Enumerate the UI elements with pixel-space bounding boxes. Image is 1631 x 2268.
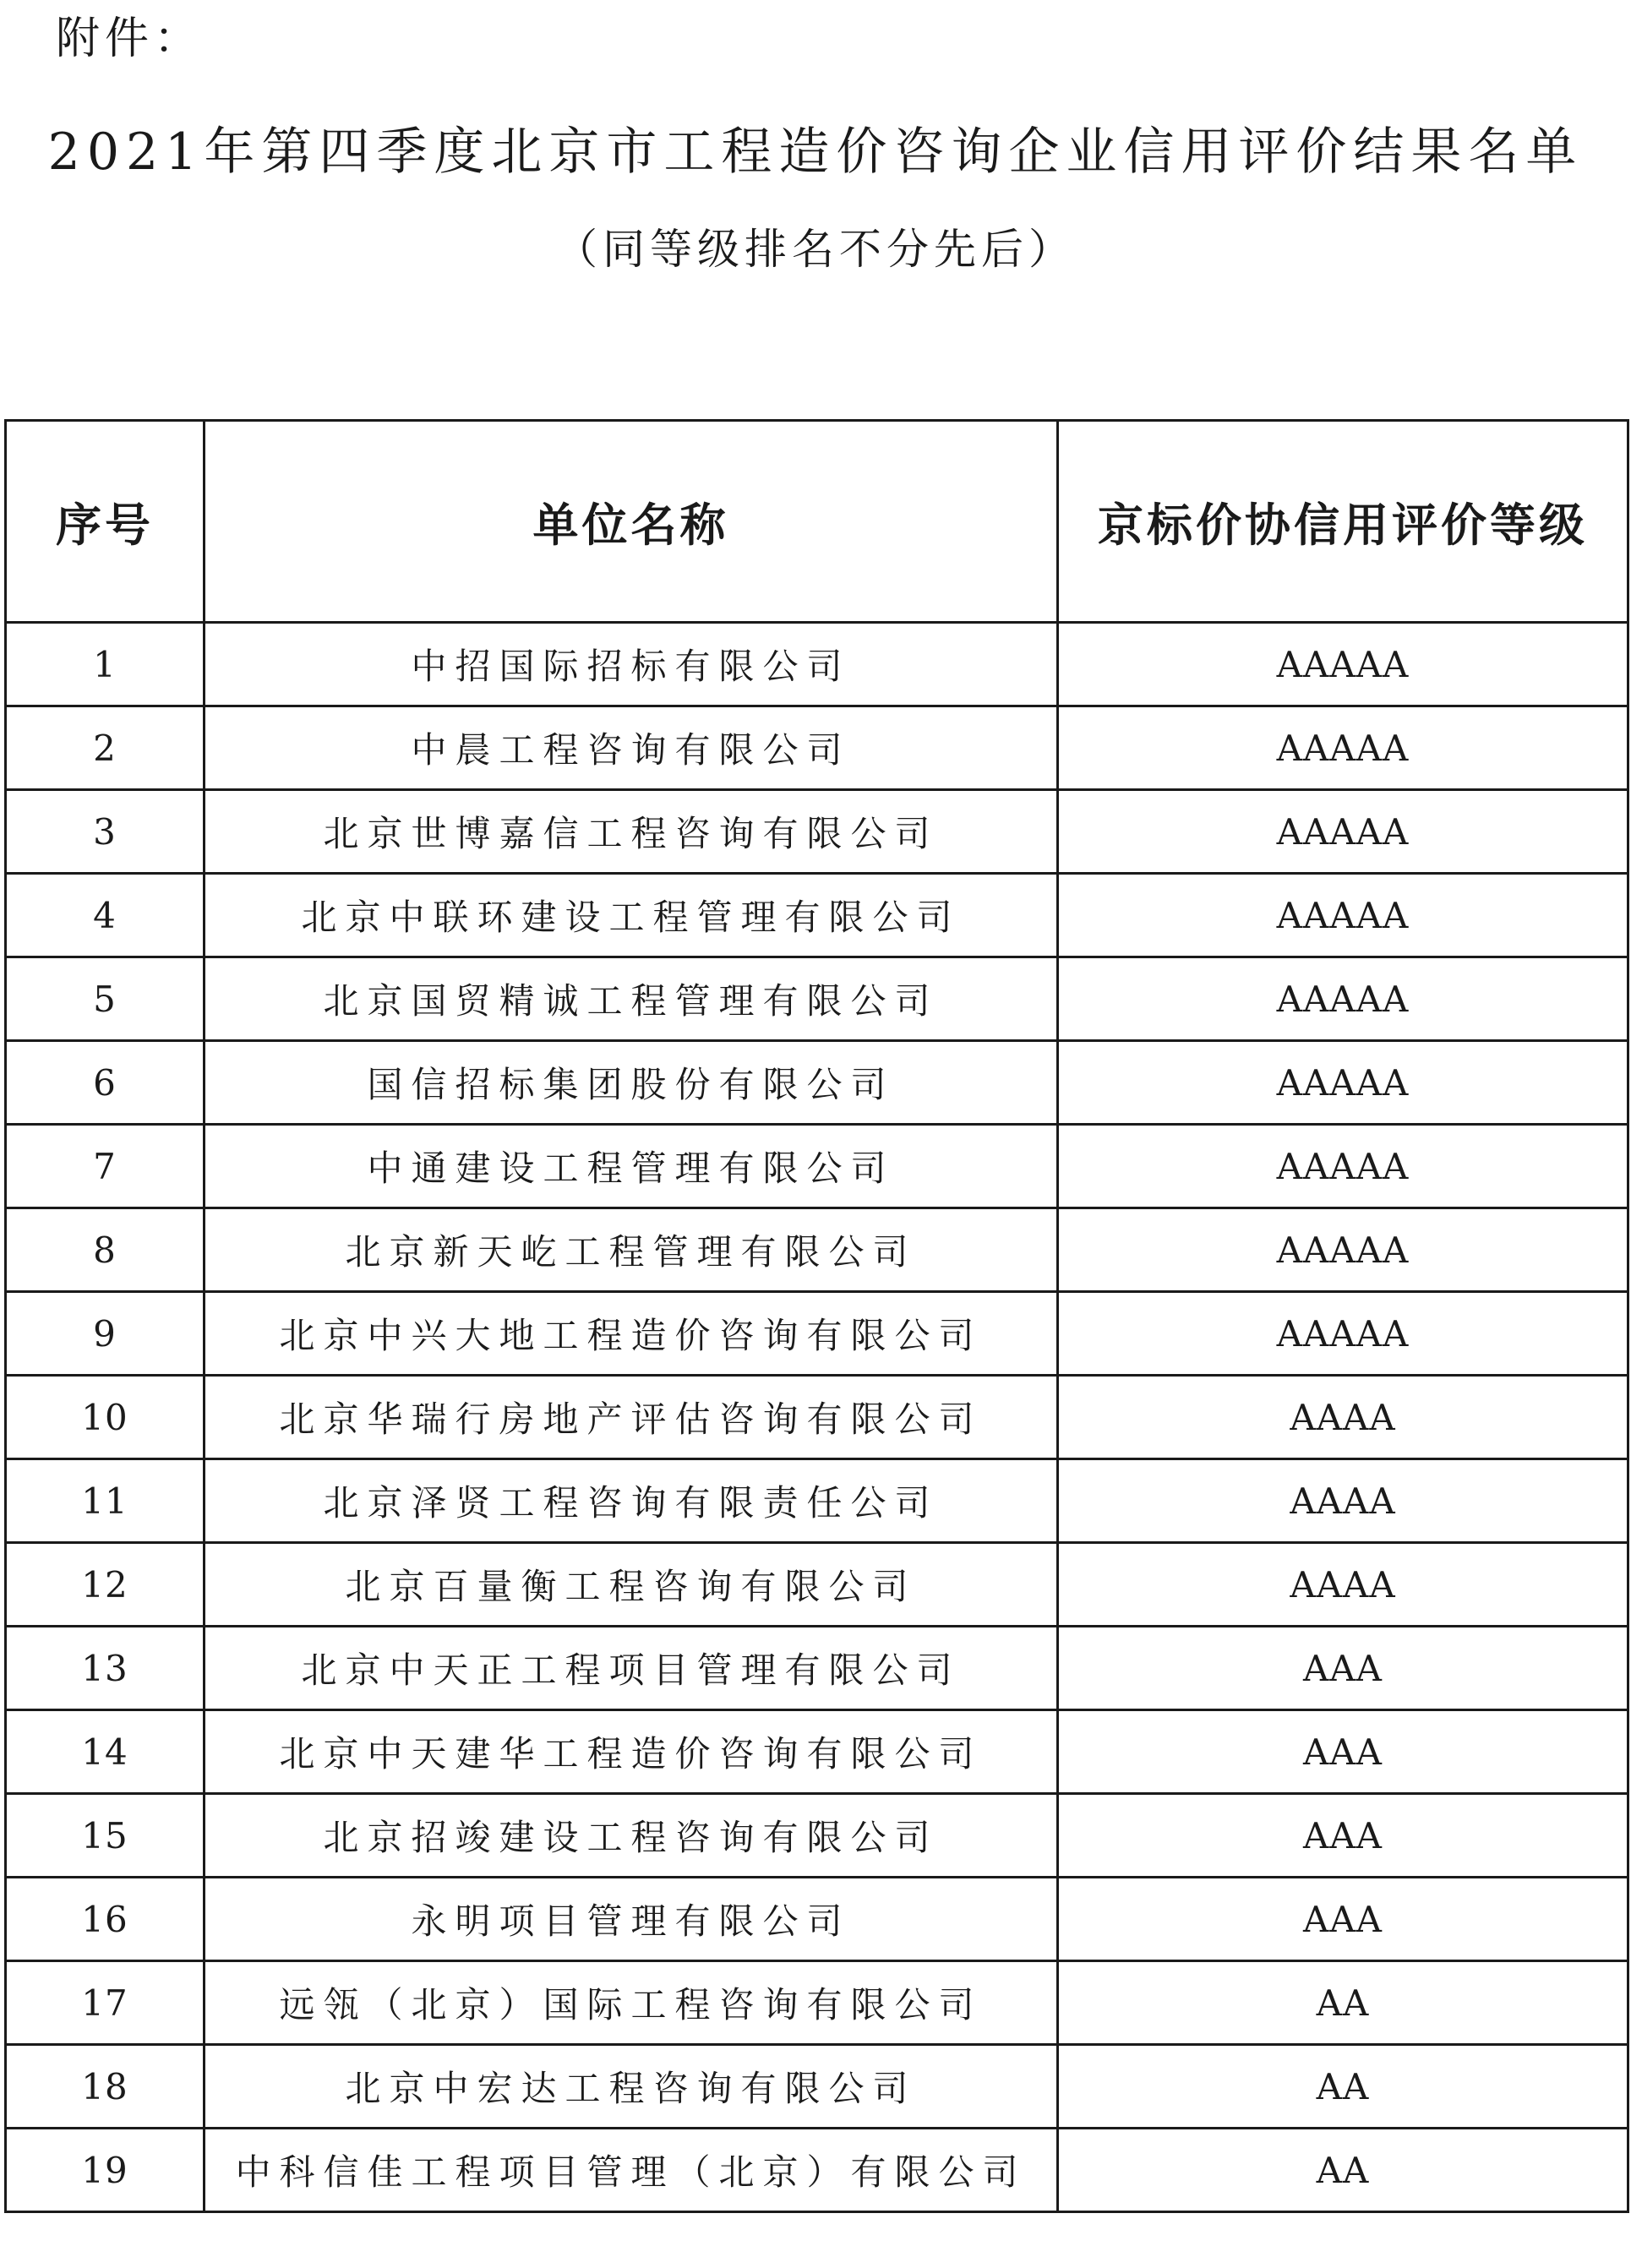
credit-grade-cell: AAA [1058, 1878, 1628, 1961]
table-row [6, 2045, 1628, 2129]
company-name-cell: 永明项目管理有限公司 [205, 1878, 1058, 1961]
seq-cell: 17 [6, 1961, 205, 2045]
company-name-cell: 北京中联环建设工程管理有限公司 [205, 874, 1058, 957]
seq-cell: 10 [6, 1376, 205, 1459]
header-credit-grade: 京标价协信用评价等级 [1058, 421, 1628, 623]
seq-cell: 6 [6, 1041, 205, 1125]
credit-grade-cell: AAAAA [1058, 957, 1628, 1041]
company-name-cell: 远瓴（北京）国际工程咨询有限公司 [205, 1961, 1058, 2045]
table-row [6, 1961, 1628, 2045]
table-header-row [6, 421, 1628, 623]
table-row [6, 1627, 1628, 1710]
seq-cell: 14 [6, 1710, 205, 1794]
seq-cell: 15 [6, 1794, 205, 1878]
table-row [6, 1543, 1628, 1627]
table-row [6, 2129, 1628, 2212]
seq-cell: 7 [6, 1125, 205, 1208]
attachment-label: 附件： [56, 14, 204, 64]
page-title: 2021年第四季度北京市工程造价咨询企业信用评价结果名单 [47, 123, 1584, 182]
company-name-cell: 北京华瑞行房地产评估咨询有限公司 [205, 1376, 1058, 1459]
credit-grade-cell: AAA [1058, 1710, 1628, 1794]
company-name-cell: 北京招竣建设工程咨询有限公司 [205, 1794, 1058, 1878]
table-row [6, 623, 1628, 706]
credit-grade-cell: AA [1058, 1961, 1628, 2045]
credit-grade-cell: AAAAA [1058, 1041, 1628, 1125]
table-row [6, 1208, 1628, 1292]
credit-grade-cell: AAAAA [1058, 706, 1628, 790]
company-name-cell: 国信招标集团股份有限公司 [205, 1041, 1058, 1125]
company-name-cell: 中通建设工程管理有限公司 [205, 1125, 1058, 1208]
table-row [6, 1292, 1628, 1376]
table-body [6, 623, 1628, 2212]
seq-cell: 3 [6, 790, 205, 874]
seq-cell: 13 [6, 1627, 205, 1710]
table-row [6, 1794, 1628, 1878]
company-name-cell: 北京国贸精诚工程管理有限公司 [205, 957, 1058, 1041]
credit-grade-cell: AAA [1058, 1627, 1628, 1710]
company-name-cell: 北京中兴大地工程造价咨询有限公司 [205, 1292, 1058, 1376]
credit-grade-cell: AAAAA [1058, 1208, 1628, 1292]
table-row [6, 1878, 1628, 1961]
header-seq: 序号 [6, 421, 205, 623]
credit-grade-cell: AAAAA [1058, 623, 1628, 706]
seq-cell: 11 [6, 1459, 205, 1543]
page-subtitle: （同等级排名不分先后） [555, 225, 1076, 274]
company-name-cell: 北京新天屹工程管理有限公司 [205, 1208, 1058, 1292]
seq-cell: 5 [6, 957, 205, 1041]
table-row [6, 957, 1628, 1041]
company-name-cell: 北京泽贤工程咨询有限责任公司 [205, 1459, 1058, 1543]
credit-grade-cell: AAA [1058, 1794, 1628, 1878]
company-name-cell: 北京世博嘉信工程咨询有限公司 [205, 790, 1058, 874]
company-name-cell: 北京中天正工程项目管理有限公司 [205, 1627, 1058, 1710]
seq-cell: 18 [6, 2045, 205, 2129]
credit-grade-cell: AAAAA [1058, 874, 1628, 957]
seq-cell: 4 [6, 874, 205, 957]
seq-cell: 9 [6, 1292, 205, 1376]
table-row [6, 1376, 1628, 1459]
table-row [6, 706, 1628, 790]
credit-rating-table [4, 419, 1629, 2213]
header-company-name: 单位名称 [205, 421, 1058, 623]
credit-grade-cell: AAAA [1058, 1376, 1628, 1459]
credit-grade-cell: AAAA [1058, 1543, 1628, 1627]
seq-cell: 2 [6, 706, 205, 790]
company-name-cell: 中晨工程咨询有限公司 [205, 706, 1058, 790]
credit-grade-cell: AAAA [1058, 1459, 1628, 1543]
company-name-cell: 中科信佳工程项目管理（北京）有限公司 [205, 2129, 1058, 2212]
table-row [6, 1041, 1628, 1125]
credit-grade-cell: AA [1058, 2045, 1628, 2129]
table-row [6, 1710, 1628, 1794]
credit-grade-cell: AAAAA [1058, 790, 1628, 874]
seq-cell: 19 [6, 2129, 205, 2212]
company-name-cell: 北京中天建华工程造价咨询有限公司 [205, 1710, 1058, 1794]
seq-cell: 12 [6, 1543, 205, 1627]
table-row [6, 1125, 1628, 1208]
credit-grade-cell: AAAAA [1058, 1125, 1628, 1208]
seq-cell: 8 [6, 1208, 205, 1292]
table-row [6, 874, 1628, 957]
company-name-cell: 中招国际招标有限公司 [205, 623, 1058, 706]
table-row [6, 1459, 1628, 1543]
table-row [6, 790, 1628, 874]
company-name-cell: 北京百量衡工程咨询有限公司 [205, 1543, 1058, 1627]
credit-grade-cell: AA [1058, 2129, 1628, 2212]
seq-cell: 16 [6, 1878, 205, 1961]
company-name-cell: 北京中宏达工程咨询有限公司 [205, 2045, 1058, 2129]
seq-cell: 1 [6, 623, 205, 706]
credit-grade-cell: AAAAA [1058, 1292, 1628, 1376]
